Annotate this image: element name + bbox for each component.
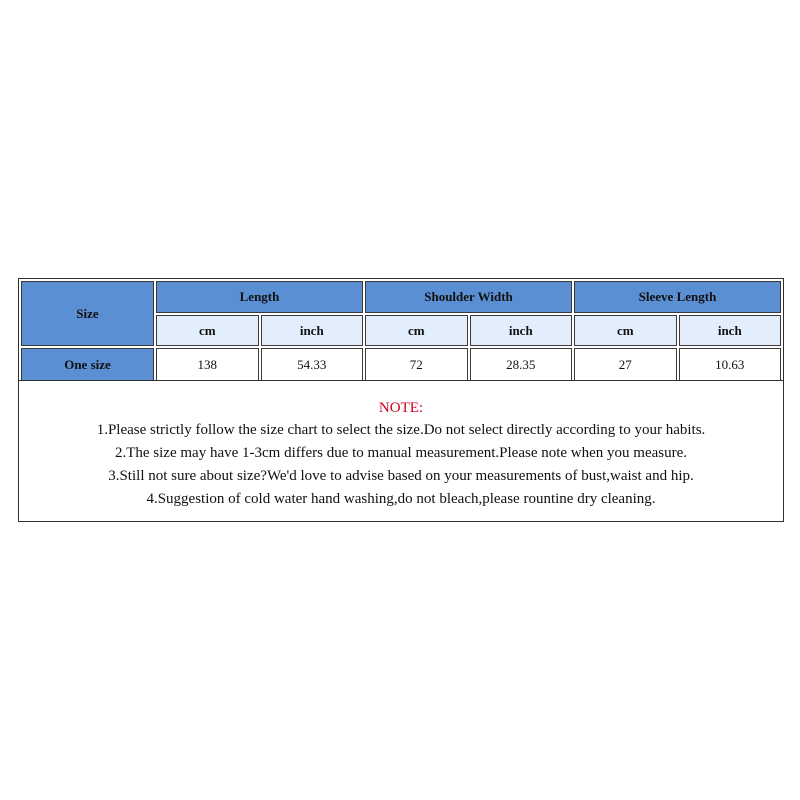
shoulder-cm-cell: 72 (365, 348, 468, 381)
size-label-cell: One size (21, 348, 154, 381)
shoulder-cm-header: cm (365, 315, 468, 346)
length-header: Length (156, 281, 363, 313)
size-chart-table (18, 278, 784, 382)
sleeve-inch-cell: 10.63 (679, 348, 782, 381)
note-line-4: 4.Suggestion of cold water hand washing,do not bleach,please rountine dry cleaning. (146, 491, 656, 507)
length-inch-header: inch (261, 315, 364, 346)
sleeve-inch-header: inch (679, 315, 782, 346)
notes-box (18, 380, 784, 522)
shoulder-inch-header: inch (470, 315, 573, 346)
length-inch-cell: 54.33 (261, 348, 364, 381)
sleeve-cm-header: cm (574, 315, 677, 346)
size-column-header: Size (21, 281, 154, 346)
note-title: NOTE: (378, 400, 424, 416)
shoulder-inch-cell: 28.35 (470, 348, 573, 381)
length-cm-cell: 138 (156, 348, 259, 381)
table-row (21, 348, 781, 381)
sleeve-length-header: Sleeve Length (574, 281, 781, 313)
length-cm-header: cm (156, 315, 259, 346)
sleeve-cm-cell: 27 (574, 348, 677, 381)
note-line-3: 3.Still not sure about size?We'd love to advise based on your measurements of bust,waist and hip. (108, 468, 694, 484)
shoulder-width-header: Shoulder Width (365, 281, 572, 313)
note-line-2: 2.The size may have 1-3cm differs due to manual measurement.Please note when you measure. (114, 445, 688, 461)
note-line-1: 1.Please strictly follow the size chart to select the size.Do not select directly according to your habits. (96, 422, 706, 438)
size-table (19, 279, 783, 383)
